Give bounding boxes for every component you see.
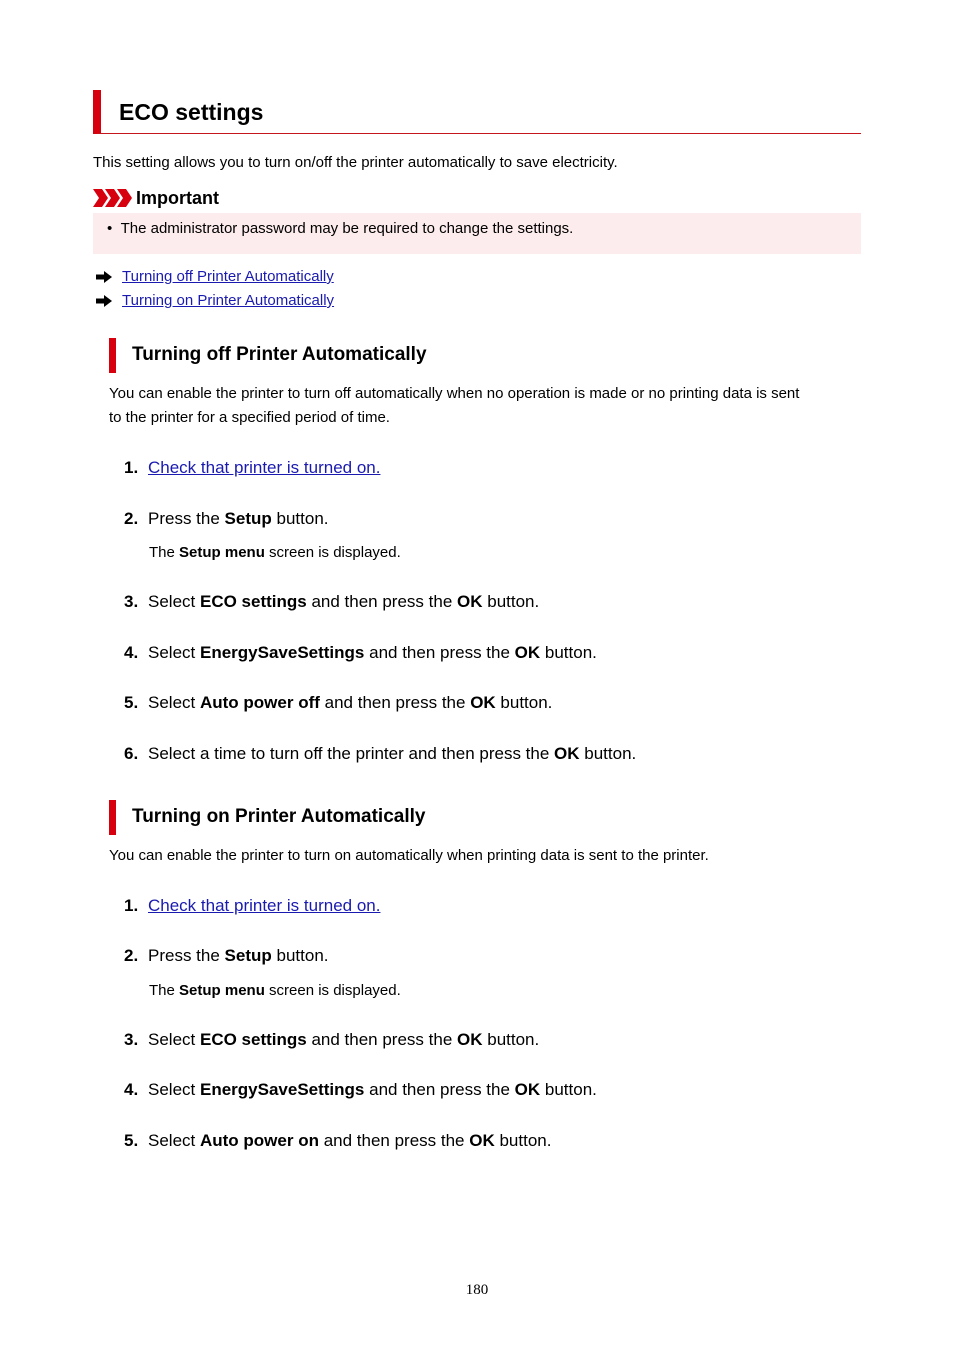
check-printer-link[interactable]: Check that printer is turned on.	[148, 896, 381, 915]
page-title: ECO settings	[119, 99, 264, 125]
section-paragraph: You can enable the printer to turn off automatically when no operation is made or no printing data is sent to the printer for a specified period of time.	[109, 385, 800, 426]
toc-link-turning-off[interactable]: Turning off Printer Automatically	[122, 268, 334, 285]
important-item: • The administrator password may be required to change the settings.	[107, 220, 574, 237]
toc-item-turning-on	[96, 292, 334, 309]
step-1: 1. Check that printer is turned on.	[124, 896, 381, 915]
section-heading-turning-off: Turning off Printer Automatically	[109, 338, 116, 373]
toc-link-turning-on[interactable]: Turning on Printer Automatically	[122, 292, 335, 309]
step-2: 2. Press the Setup button.	[124, 946, 329, 965]
section-heading-turning-on: Turning on Printer Automatically	[109, 800, 116, 835]
important-box	[93, 213, 861, 254]
page-number: 180	[465, 1282, 489, 1298]
step-3: 3. Select ECO settings and then press the OK button.	[124, 592, 540, 611]
step-3: 3. Select ECO settings and then press the OK button.	[124, 1030, 540, 1049]
step-2: 2. Press the Setup button.	[124, 509, 329, 528]
important-arrows-icon	[93, 189, 133, 207]
page-title-block	[93, 90, 861, 134]
intro-text: This setting allows you to turn on/off the printer automatically to save electricity.	[93, 154, 618, 171]
toc-item-turning-off	[96, 268, 334, 285]
arrow-right-icon	[96, 295, 112, 307]
important-title: Important	[136, 188, 219, 208]
section-paragraph: You can enable the printer to turn on automatically when printing data is sent to the printer.	[109, 847, 709, 864]
step-note: The Setup menu screen is displayed.	[149, 982, 401, 999]
step-5: 5. Select Auto power on and then press the OK button.	[124, 1131, 552, 1150]
bullet: •	[107, 220, 121, 237]
arrow-right-icon	[96, 271, 112, 283]
step-4: 4. Select EnergySaveSettings and then press the OK button.	[124, 643, 597, 662]
step-6: 6. Select a time to turn off the printer and then press the OK button.	[124, 744, 637, 763]
step-4: 4. Select EnergySaveSettings and then press the OK button.	[124, 1080, 597, 1099]
check-printer-link[interactable]: Check that printer is turned on.	[148, 458, 381, 477]
step-5: 5. Select Auto power off and then press the OK button.	[124, 693, 553, 712]
step-1: 1. Check that printer is turned on.	[124, 458, 381, 477]
step-note: The Setup menu screen is displayed.	[149, 544, 401, 561]
